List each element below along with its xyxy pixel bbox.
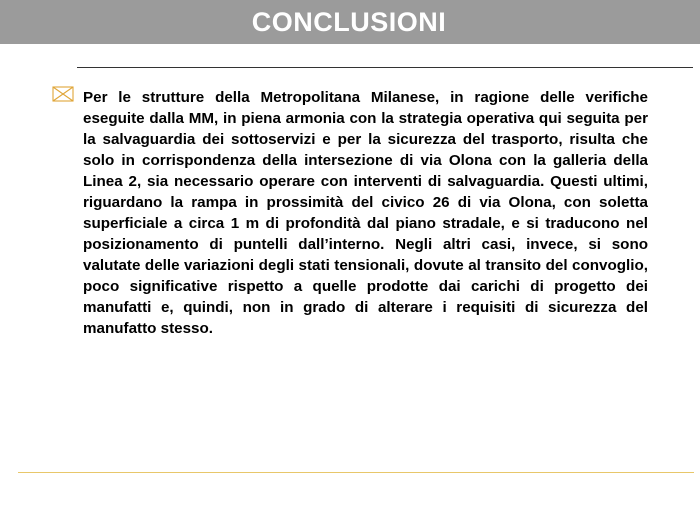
title-bar [0, 0, 700, 44]
slide-title: CONCLUSIONI [251, 6, 447, 37]
footer-divider [18, 472, 694, 473]
title-divider [77, 67, 693, 68]
bullet-glyph [52, 86, 74, 102]
conclusion-paragraph: Per le strutture della Metropolitana Milanese, in ragione delle verifiche eseguite dalla MM, in piena armonia con la strategia operativa qui seguita per la salvaguardia dei sottoservizi e per la sicurezza del trasporto, risulta che solo in corrispondenza della intersezione di via Olona con la galleria della Linea 2, sia necessario operare con interventi di salvaguardia. Questi ultimi, riguardano la rampa in prossimità del civico 26 di via Olona, con soletta superficiale a circa 1 m di profondità dal piano stradale, e si traducono nel posizionamento di puntelli dall’interno. Negli altri casi, invece, si sono valutate delle variazioni degli stati tensionali, dovute al transito del convoglio, poco significative rispetto a quelle prodotte dai carichi di progetto dei manufatti e, quindi, non in grado di alterare i requisiti di sicurezza del manufatto stesso. [83, 89, 648, 337]
envelope-x-icon [52, 86, 74, 102]
